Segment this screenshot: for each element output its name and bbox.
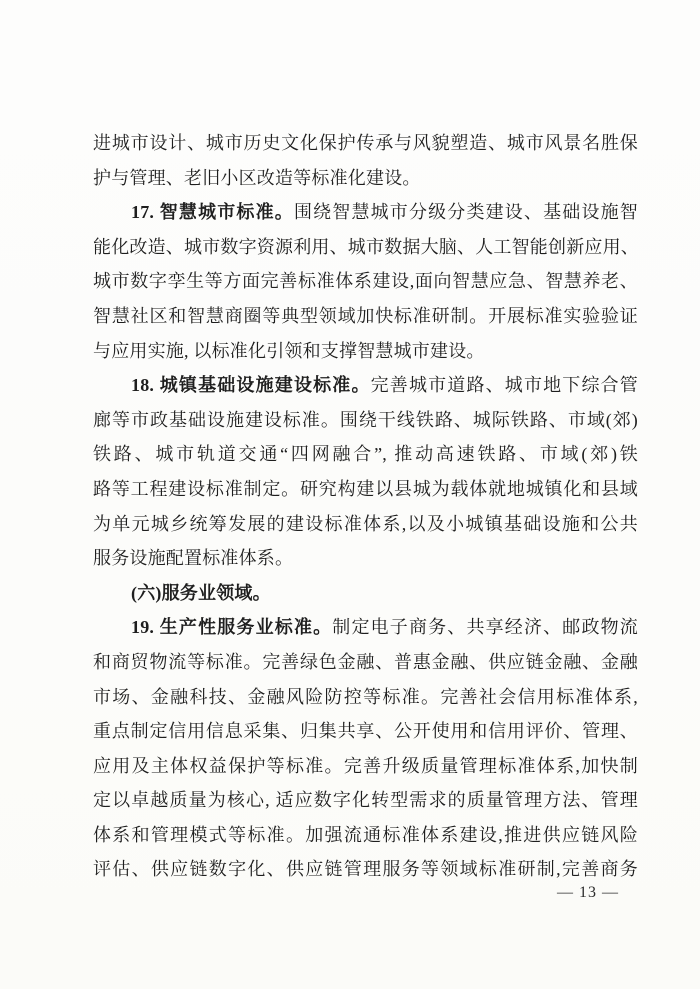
text-line [93,472,638,507]
line-text: 护与管理、老旧小区改造等标准化建设。 [93,167,421,188]
line-text: 路等工程建设标准制定。研究构建以县城为载体就地城镇化和县域 [93,478,638,499]
line-text: 与应用实施, 以标准化引领和支撑智慧城市建设。 [93,340,485,361]
text-line [93,368,638,403]
paragraph-lead: 19. 生产性服务业标准。 [131,617,333,638]
text-line [93,126,638,161]
line-text: 评估、供应链数字化、供应链管理服务等领域标准研制,完善商务 [93,859,638,880]
text-line [93,230,638,265]
line-text: 廊等市政基础设施建设标准。围绕干线铁路、城际铁路、市域(郊) [93,409,638,430]
line-text: 为单元城乡统筹发展的建设标准体系,以及小城镇基础设施和公共 [93,513,638,534]
text-line [93,680,638,715]
line-text: 完善城市道路、城市地下综合管 [370,375,638,396]
text-line [93,818,638,853]
text-line [93,403,638,438]
line-text: 和商贸物流等标准。完善绿色金融、普惠金融、供应链金融、金融 [93,651,638,672]
text-line [93,195,638,230]
line-text: 重点制定信用信息采集、归集共享、公开使用和信用评价、管理、 [93,721,638,742]
text-line [93,541,638,576]
page-number: — 13 — [557,884,619,901]
text-line [93,645,638,680]
paragraph-lead: 18. 城镇基础设施建设标准。 [131,375,371,396]
text-line [93,783,638,818]
line-text: 服务设施配置标准体系。 [93,548,294,569]
section-heading [93,576,638,611]
line-text: 定以卓越质量为核心, 适应数字化转型需求的质量管理方法、管理 [93,790,638,811]
line-text: 围绕智慧城市分级分类建设、基础设施智 [293,202,638,223]
paragraph-lead: (六)服务业领域。 [131,582,271,603]
text-line [93,299,638,334]
text-line [93,437,638,472]
text-line [93,334,638,369]
line-text: 应用及主体权益保护等标准。完善升级质量管理标准体系,加快制 [93,755,638,776]
text-line [93,749,638,784]
line-text: 能化改造、城市数字资源利用、城市数据大脑、人工智能创新应用、 [93,236,639,257]
text-block [93,126,638,887]
text-line [93,610,638,645]
line-text: 进城市设计、城市历史文化保护传承与风貌塑造、城市风景名胜保 [93,133,638,153]
text-line [93,714,638,749]
line-text: 体系和管理模式等标准。加强流通标准体系建设,推进供应链风险 [93,824,638,845]
paragraph-lead: 17. 智慧城市标准。 [131,202,294,223]
line-text: 城市数字孪生等方面完善标准体系建设,面向智慧应急、智慧养老、 [93,271,638,292]
line-text: 智慧社区和智慧商圈等典型领域加快标准研制。开展标准实验验证 [93,305,638,326]
line-text: 制定电子商务、共享经济、邮政物流 [332,617,638,638]
line-text: 铁路、城市轨道交通“四网融合”, 推动高速铁路、市域(郊)铁 [93,444,638,465]
text-line [93,161,638,196]
text-line [93,264,638,299]
text-line [93,852,638,887]
line-text: 市场、金融科技、金融风险防控等标准。完善社会信用标准体系, [93,686,638,707]
text-line [93,507,638,542]
